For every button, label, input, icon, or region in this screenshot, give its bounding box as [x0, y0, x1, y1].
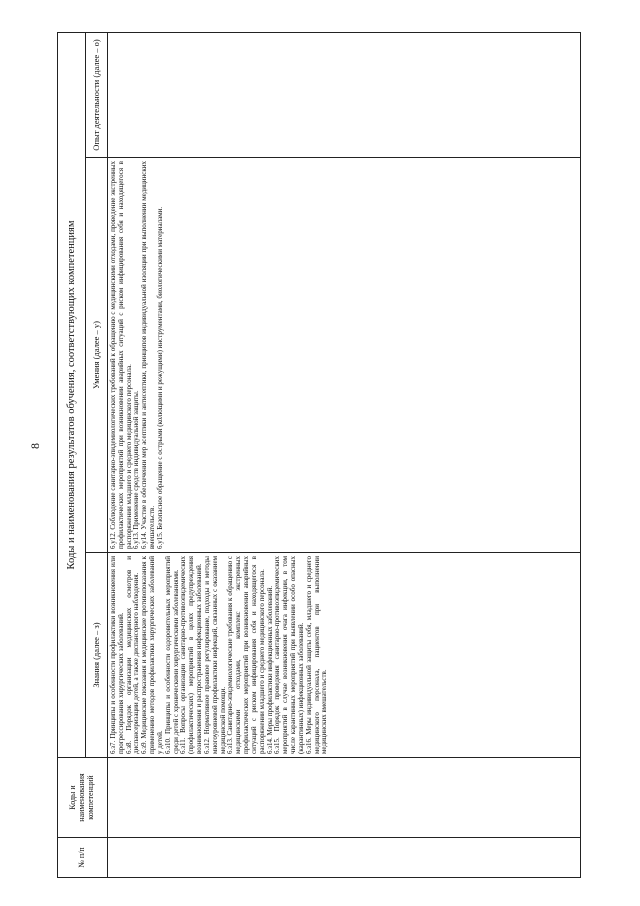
- table-row: [108, 32, 581, 877]
- cell-codes: [108, 758, 581, 838]
- skill-item: 6.у13. Применение средств индивидуальной защиты.: [132, 390, 141, 549]
- skill-item: 6.у12. Соблюдение санитарно-эпидемиологических требований к обращению с медицинскими отходами, проведение экстренных профилактических мероприятий при возникновении аварийных ситуаций с риском инфицирования себя и находящегося в распоряжении младшего и среднего медицинского персонала.: [109, 161, 133, 549]
- knowledge-item: 6.з10. Принципы и особенности оздоровительных мероприятий среди детей с хроническими хирургическими заболеваниями.: [163, 556, 180, 754]
- competency-table: [57, 32, 581, 878]
- header-knowledge: Знания (далее – з): [86, 553, 108, 758]
- header-codes: Коды и наименования компетенций: [58, 758, 108, 838]
- knowledge-item: 6.з9. Медицинские показания и медицинские противопоказания к применению методов профилактики хирургических заболеваний у детей.: [140, 556, 164, 754]
- knowledge-item: 6.з13. Санитарно-эпидемиологические требования к обращению с медицинскими отходами, комплекс экстренных профилактических мероприятий при возникновении аварийных ситуаций с риском инфицирования себя и находящегося в распоряжении младшего и среднего медицинского персонала.: [226, 556, 266, 754]
- header-row-top: [58, 32, 86, 877]
- cell-knowledge: [108, 553, 581, 758]
- knowledge-item: 6.з15. Порядок проведения санитарно-противоэпидемических мероприятий в случае возникновения очага инфекции, в том числе карантинных мероприятий при выявлении особо опасных (карантинных) инфекционных заболеваний.: [273, 556, 305, 754]
- knowledge-item: 6.з16. Меры индивидуальной защиты себя, младшего и среднего медицинского персонала, пациентов при выполнении медицинских вмешательств.: [304, 556, 329, 754]
- knowledge-item: 6.з7. Принципы и особенности профилактики возникновения или прогрессирования хирургических заболеваний.: [109, 556, 125, 754]
- knowledge-item: 6.з14. Меры профилактики инфекционных заболеваний.: [265, 585, 274, 754]
- knowledge-item: 6.з12. Нормативное правовое регулирование, подходы и методы многоуровневой профилактики инфекций, связанных с оказанием медицинской помощи.: [202, 556, 227, 754]
- header-skills: Умения (далее – у): [86, 158, 108, 553]
- skill-item: 6.у14. Участие в обеспечении мер асептики и антисептики, принципов индивидуальной изоляции при выполнении медицинских вмешательств.: [140, 161, 157, 549]
- header-experience: Опыт деятельности (далее – о): [86, 32, 108, 157]
- cell-skills: [108, 158, 581, 553]
- cell-experience: [108, 32, 581, 157]
- cell-num: [108, 838, 581, 878]
- header-results-group: Коды и наименования результатов обучения, соответствующих компетенциям: [58, 32, 86, 757]
- page-number: 8: [28, 443, 42, 449]
- knowledge-item: 6.з8. Порядок организации медицинских осмотров и диспансеризации детей, а также диспансерного наблюдения.: [124, 556, 141, 754]
- skill-item: 6.у15. Безопасное обращение с острыми (колющими и режущими) инструментами, биологическими материалами.: [155, 206, 164, 549]
- header-num: № п/п: [58, 838, 108, 878]
- competency-table-rotated: [57, 33, 581, 878]
- knowledge-item: 6.з11. Вопросы организации санитарно-противоэпидемических (профилактических) мероприятий в целях предупреждения возникновения и распространения инфекционных заболеваний.: [179, 556, 204, 754]
- header-row-sub: [86, 32, 108, 877]
